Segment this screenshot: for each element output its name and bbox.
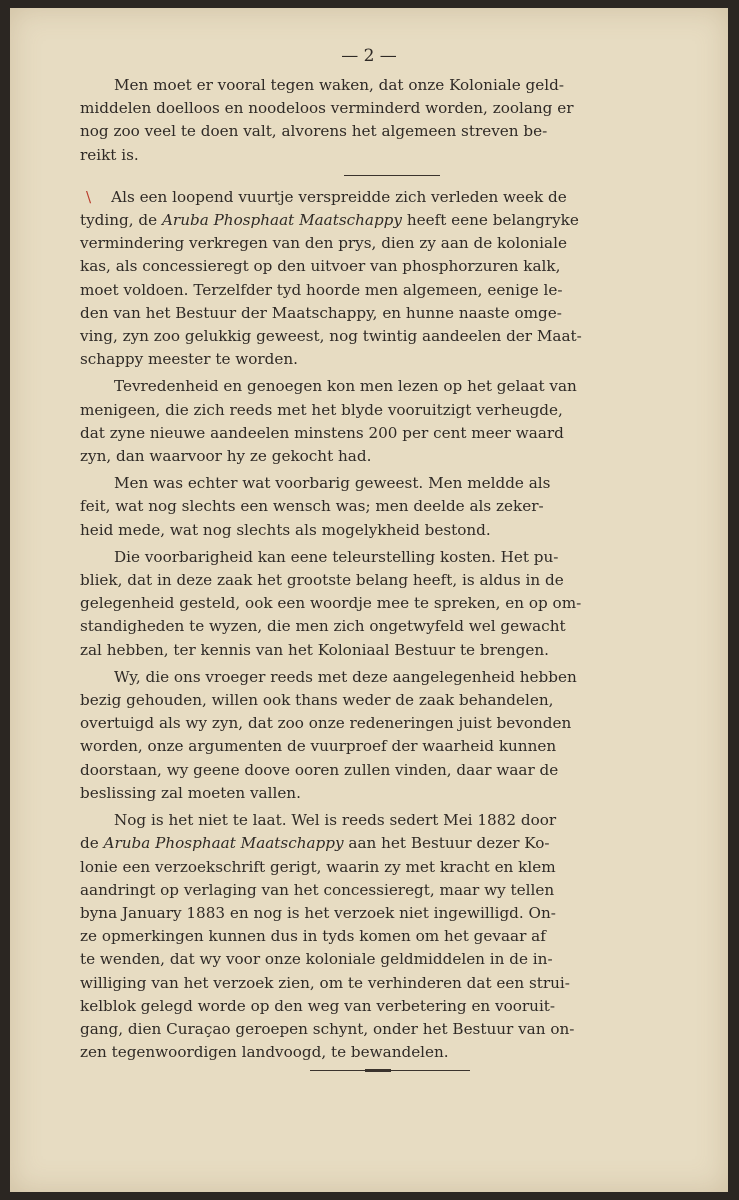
text-line-start: de [80, 834, 99, 853]
text-line: ze opmerkingen kunnen dus in tyds komen om het gevaar af [80, 927, 546, 946]
text-line: williging van het verzoek zien, om te verhinderen dat een strui- [80, 973, 570, 992]
paragraph-5 [80, 546, 704, 662]
text-line: menigeen, die zich reeds met het blyde vooruitzigt verheugde, [80, 400, 563, 419]
text-line: kelblok gelegd worde op den weg van verbetering en vooruit- [80, 996, 556, 1015]
company-name: Aruba Phosphaat Maatschappy [103, 834, 344, 853]
text-line: moet voldoen. Terzelfder tyd hoorde men algemeen, eenige le- [80, 280, 563, 299]
text-line: worden, onze argumenten de vuurproef der waarheid kunnen [80, 737, 557, 756]
text-line: feit, wat nog slechts een wensch was; men deelde als zeker- [80, 497, 544, 516]
section-divider [344, 175, 440, 176]
text-line: te wenden, dat wy voor onze koloniale geldmiddelen in de in- [80, 950, 553, 969]
page-number: — 2 — [341, 46, 397, 66]
text-line: aandringt op verlaging van het concessieregt, maar wy tellen [80, 880, 555, 899]
text-line: bezig gehouden, willen ook thans weder de zaak behandelen, [80, 691, 554, 710]
text-line: zen tegenwoordigen landvoogd, te bewandelen. [80, 1043, 449, 1062]
text-line: middelen doelloos en noodeloos verminderd worden, zoolang er [80, 99, 574, 118]
text-line: ving, zyn zoo gelukkig geweest, nog twintig aandeelen der Maat- [80, 327, 582, 346]
text-line: Men moet er vooral tegen waken, dat onze Koloniale geld- [114, 76, 564, 94]
text-line: doorstaan, wy geene doove ooren zullen vinden, daar waar de [80, 760, 559, 779]
document-body [80, 74, 704, 1071]
text-line: Die voorbarigheid kan eene teleurstelling kosten. Het pu- [114, 547, 559, 566]
paragraph-3 [80, 375, 704, 468]
end-divider [310, 1070, 470, 1071]
text-line: lonie een verzoekschrift gerigt, waarin zy met kracht en klem [80, 857, 556, 876]
text-line: zal hebben, ter kennis van het Koloniaal Bestuur te brengen. [80, 640, 549, 659]
paragraph-6 [80, 666, 704, 805]
text-line-start: tyding, de [80, 211, 158, 230]
text-line: nog zoo veel te doen valt, alvorens het algemeen streven be- [80, 122, 548, 141]
text-line: schappy meester te worden. [80, 350, 298, 369]
paragraph-1 [80, 74, 704, 167]
text-line: Nog is het niet te laat. Wel is reeds sedert Mei 1882 door [114, 811, 557, 830]
text-line: beslissing zal moeten vallen. [80, 783, 301, 802]
text-line: bliek, dat in deze zaak het grootste belang heeft, is aldus in de [80, 571, 564, 590]
text-line: gelegenheid gesteld, ook een woordje mee te spreken, en op om- [80, 594, 582, 613]
company-name: Aruba Phosphaat Maatschappy [161, 211, 402, 230]
text-line: overtuigd als wy zyn, dat zoo onze redeneringen juist bevonden [80, 714, 572, 733]
text-line: standigheden te wyzen, die men zich ongetwyfeld wel gewacht [80, 617, 566, 636]
text-line [80, 832, 704, 855]
text-line: Wy, die ons vroeger reeds met deze aangelegenheid hebben [114, 667, 577, 686]
text-line: Tevredenheid en genoegen kon men lezen op het gelaat van [114, 377, 577, 396]
text-line [80, 209, 704, 232]
paragraph-2 [80, 186, 704, 372]
text-line: vermindering verkregen van den prys, dien zy aan de koloniale [80, 234, 567, 253]
paragraph-4 [80, 472, 704, 542]
margin-mark: \ [86, 187, 92, 206]
text-line: byna January 1883 en nog is het verzoek niet ingewilligd. On- [80, 903, 556, 922]
text-line: den van het Bestuur der Maatschappy, en hunne naaste omge- [80, 303, 562, 322]
text-line-end: heeft eene belangryke [406, 211, 579, 230]
text-line: Men was echter wat voorbarig geweest. Men meldde als [114, 474, 551, 493]
paragraph-7 [80, 809, 704, 1064]
text-line: dat zyne nieuwe aandeelen minstens 200 per cent meer waard [80, 423, 564, 442]
text-line: heid mede, wat nog slechts als mogelykheid bestond. [80, 520, 491, 539]
text-line [80, 186, 704, 209]
text-line: zyn, dan waarvoor hy ze gekocht had. [80, 447, 372, 466]
text-line-content: Als een loopend vuurtje verspreidde zich verleden week de [111, 187, 567, 206]
text-line: reikt is. [80, 145, 139, 164]
text-line: gang, dien Curaçao geroepen schynt, onder het Bestuur van on- [80, 1019, 575, 1038]
document-page [10, 8, 728, 1192]
text-line-end: aan het Bestuur dezer Ko- [348, 834, 550, 853]
text-line: kas, als concessieregt op den uitvoer van phosphorzuren kalk, [80, 257, 561, 276]
